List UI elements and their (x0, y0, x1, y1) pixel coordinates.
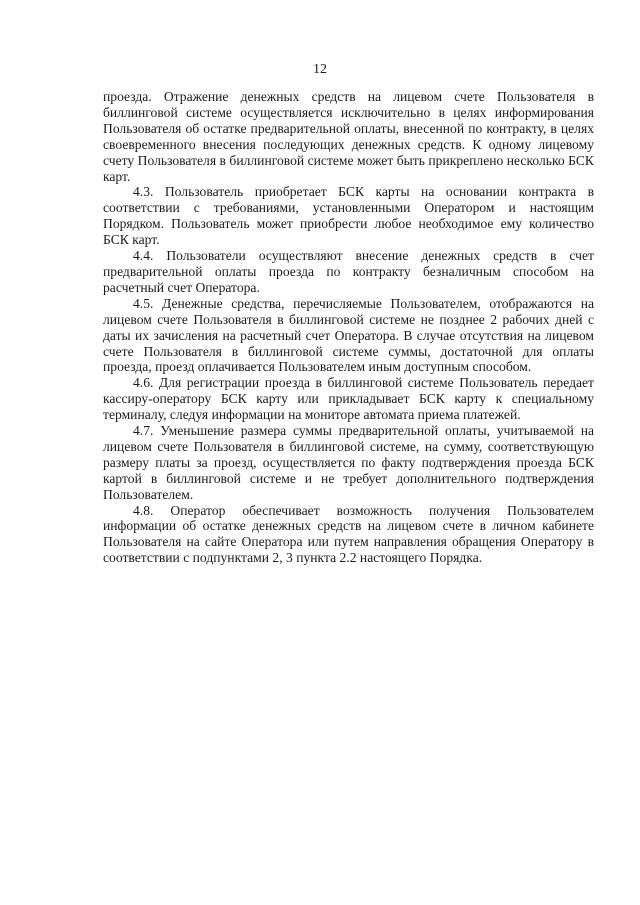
paragraph-4-4: 4.4. Пользователи осуществляют внесение денежных средств в счет предварительной оплаты проезда по контракту безналичным способом на расчетный счет Оператора. (103, 248, 594, 295)
paragraph-continuation: проезда. Отражение денежных средств на лицевом счете Пользователя в биллинговой системе осуществляется исключительно в целях информирования Пользователя об остатке предварительной оплаты, внесенной по контракту, в целях своевременного внесения последующих денежных средств. К одному лицевому счету Пользователя в биллинговой системе может быть прикреплено несколько БСК карт. (103, 89, 594, 184)
paragraph-4-7: 4.7. Уменьшение размера суммы предварительной оплаты, учитываемой на лицевом счете Пользователя в биллинговой системе, на сумму, соответствующую размеру платы за проезд, осуществляется по факту подтверждения проезда БСК картой в биллинговой системе и не требует дополнительного подтверждения Пользователем. (103, 423, 594, 502)
paragraph-4-8: 4.8. Оператор обеспечивает возможность получения Пользователем информации об остатке денежных средств на лицевом счете в личном кабинете Пользователя на сайте Оператора или путем направления обращения Оператору в соответствии с подпунктами 2, 3 пункта 2.2 настоящего Порядка. (103, 502, 594, 566)
paragraph-4-5: 4.5. Денежные средства, перечисляемые Пользователем, отображаются на лицевом счете Пользователя в биллинговой системе не позднее 2 рабочих дней с даты их зачисления на расчетный счет Оператора. В случае отсутствия на лицевом счете Пользователя в биллинговой системе суммы, достаточной для оплаты проезда, проезд оплачивается Пользователем иным доступным способом. (103, 295, 594, 375)
paragraph-4-3: 4.3. Пользователь приобретает БСК карты на основании контракта в соответствии с требованиями, установленными Оператором и настоящим Порядком. Пользователь может приобрести любое необходимое ему количество БСК карт. (103, 184, 594, 248)
page-number: 12 (313, 62, 327, 77)
paragraph-4-6: 4.6. Для регистрации проезда в биллинговой системе Пользователь передает кассиру-оператору БСК карту или прикладывает БСК карту к специальному терминалу, следуя информации на мониторе автомата приема платежей. (103, 375, 594, 423)
document-body (103, 89, 594, 566)
